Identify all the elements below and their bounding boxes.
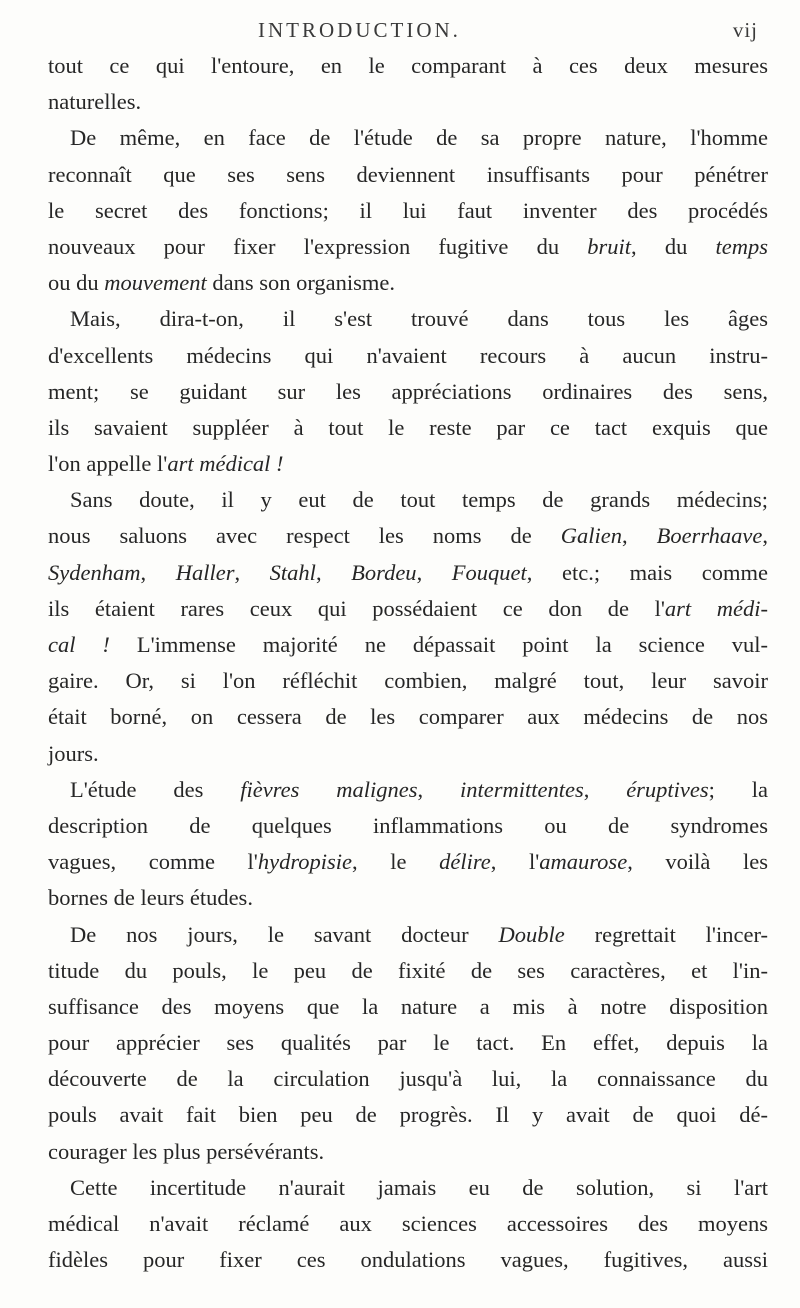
- text-run: vagues, comme l': [48, 849, 258, 875]
- text-line: [48, 446, 768, 482]
- text-run: d'excellents médecins qui n'avaient recours à aucun instru-: [48, 342, 768, 368]
- text-run: ,: [315, 559, 352, 585]
- text-run: bornes de leurs études.: [48, 885, 253, 911]
- text-line: [48, 844, 768, 880]
- text-line: [48, 1061, 768, 1097]
- text-run: ils savaient suppléer à tout le reste par ce tact exquis que: [48, 414, 768, 440]
- text-run: ou du: [48, 270, 105, 296]
- text-line: [48, 1025, 768, 1061]
- text-run: L'immense majorité ne dépassait point la science vul-: [109, 632, 769, 657]
- text-line: [48, 157, 768, 193]
- text-run: titude du pouls, le peu de fixité de ses caractères, et l'in-: [48, 957, 768, 983]
- text-line: [48, 120, 768, 156]
- text-line: [48, 193, 768, 229]
- body-text: [48, 48, 768, 1278]
- italic-text: éruptives: [626, 776, 709, 802]
- text-run: suffisance des moyens que la nature a mis à notre disposition: [48, 993, 768, 1019]
- text-run: De même, en face de l'étude de sa propre nature, l'homme: [70, 125, 768, 151]
- text-line: [48, 772, 768, 808]
- text-run: ,: [234, 559, 270, 585]
- text-run: , voilà les: [627, 849, 768, 875]
- italic-text: Fouquet: [451, 559, 527, 585]
- italic-text: amaurose: [539, 849, 628, 875]
- text-line: [48, 301, 768, 337]
- text-run: , le: [352, 849, 440, 875]
- text-line: [48, 374, 768, 410]
- text-line: [48, 591, 768, 627]
- text-line: [48, 880, 768, 916]
- italic-text: Haller: [175, 559, 235, 585]
- italic-text: bruit: [587, 233, 632, 259]
- text-run: le secret des fonctions; il lui faut inventer des procédés: [48, 197, 768, 223]
- text-run: naturelles.: [48, 89, 142, 115]
- text-run: Cette incertitude n'aurait jamais eu de solution, si l'art: [70, 1174, 768, 1200]
- italic-text: art médical !: [167, 451, 284, 477]
- text-line: [48, 84, 768, 120]
- text-run: ils étaient rares ceux qui possédaient ce don de l': [48, 595, 665, 621]
- italic-text: cal !: [48, 632, 110, 657]
- text-run: l'on appelle l': [48, 451, 168, 477]
- text-run: ,: [417, 776, 460, 802]
- text-run: dans son organisme.: [206, 270, 396, 296]
- italic-text: Stahl: [269, 559, 316, 585]
- text-line: [48, 663, 768, 699]
- text-run: Sans doute, il y eut de tout temps de grands médecins;: [70, 487, 768, 513]
- text-run: tout ce qui l'entoure, en le comparant à ces deux mesures: [48, 53, 768, 78]
- text-run: pouls avait fait bien peu de progrès. Il y avait de quoi dé-: [48, 1102, 768, 1128]
- text-run: pour apprécier ses qualités par le tact. En effet, depuis la: [48, 1030, 768, 1056]
- text-line: [48, 808, 768, 844]
- text-run: ,: [762, 523, 769, 549]
- text-run: ,: [140, 559, 176, 585]
- text-run: regrettait l'incer-: [564, 921, 768, 947]
- italic-text: intermittentes: [459, 776, 584, 802]
- text-line: [48, 482, 768, 518]
- text-run: était borné, on cessera de les comparer aux médecins de nos: [48, 704, 768, 730]
- text-run: jours.: [48, 740, 99, 766]
- text-run: courager les plus persévérants.: [48, 1138, 325, 1164]
- italic-text: Double: [498, 921, 565, 947]
- text-run: , l': [490, 849, 540, 875]
- italic-text: mouvement: [104, 270, 207, 296]
- text-run: ; la: [708, 776, 769, 802]
- italic-text: fièvres malignes: [240, 776, 418, 802]
- text-run: , du: [631, 233, 716, 259]
- text-line: [48, 338, 768, 374]
- italic-text: Galien: [560, 523, 622, 549]
- text-line: [48, 1170, 768, 1206]
- text-line: [48, 917, 768, 953]
- italic-text: hydropisie: [257, 849, 352, 875]
- text-line: [48, 1242, 768, 1278]
- text-line: [48, 48, 768, 84]
- text-line: [48, 627, 768, 663]
- text-run: fidèles pour fixer ces ondulations vagues, fugitives, aussi: [48, 1247, 768, 1273]
- text-run: , etc.; mais comme: [526, 559, 768, 585]
- text-run: ment; se guidant sur les appréciations ordinaires des sens,: [48, 378, 768, 404]
- italic-text: délire: [439, 849, 491, 875]
- text-run: ,: [621, 523, 657, 549]
- text-run: découverte de la circulation jusqu'à lui, la connaissance du: [48, 1066, 768, 1092]
- header-title: INTRODUCTION.: [258, 18, 461, 42]
- italic-text: Sydenham: [48, 559, 141, 585]
- text-line: [48, 1206, 768, 1242]
- text-run: Mais, dira-t-on, il s'est trouvé dans tous les âges: [70, 306, 768, 332]
- text-line: [48, 555, 768, 591]
- text-line: [48, 1097, 768, 1133]
- italic-text: temps: [715, 233, 768, 259]
- text-line: [48, 1134, 768, 1170]
- text-line: [48, 410, 768, 446]
- text-run: nous saluons avec respect les noms de: [48, 523, 561, 549]
- text-run: nouveaux pour fixer l'expression fugitive du: [48, 233, 588, 259]
- text-run: De nos jours, le savant docteur: [70, 921, 499, 947]
- italic-text: Bordeu: [351, 559, 417, 585]
- text-run: médical n'avait réclamé aux sciences accessoires des moyens: [48, 1211, 768, 1236]
- text-run: ,: [416, 559, 452, 585]
- text-line: [48, 265, 768, 301]
- text-run: reconnaît que ses sens deviennent insuffisants pour pénétrer: [48, 161, 768, 187]
- text-line: [48, 736, 768, 772]
- text-line: [48, 953, 768, 989]
- running-header: [258, 18, 758, 48]
- text-line: [48, 989, 768, 1025]
- text-line: [48, 518, 768, 554]
- text-line: [48, 699, 768, 735]
- text-line: [48, 229, 768, 265]
- text-run: description de quelques inflammations ou de syndromes: [48, 812, 768, 838]
- text-run: L'étude des: [70, 776, 241, 802]
- text-run: gaire. Or, si l'on réfléchit combien, malgré tout, leur savoir: [48, 668, 768, 694]
- page-number: vij: [732, 18, 758, 42]
- text-run: ,: [583, 776, 627, 802]
- italic-text: Boerrhaave: [656, 523, 763, 549]
- italic-text: art médi-: [664, 595, 768, 621]
